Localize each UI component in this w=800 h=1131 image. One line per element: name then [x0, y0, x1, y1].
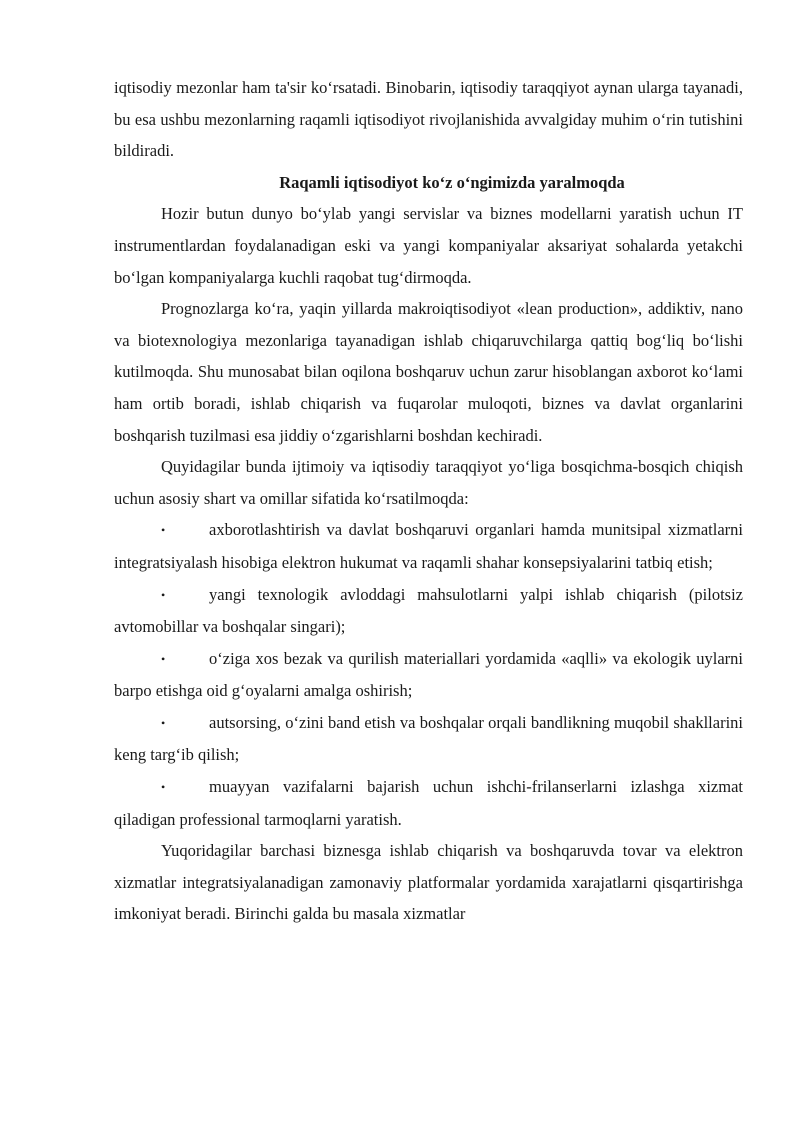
document-page [114, 72, 743, 930]
bullet-item-5 [114, 771, 743, 835]
bullet-item-4 [114, 707, 743, 771]
bullet-dot-icon: • [161, 780, 166, 795]
section-heading: Raqamli iqtisodiyot ko‘z o‘ngimizda yaralmoqda [279, 172, 625, 192]
bullet-text: autsorsing, o‘zini band etish va boshqalar orqali bandlikning muqobil shakllarini keng targ‘ib qilish; [114, 712, 743, 765]
bullet-item-2 [114, 579, 743, 643]
bullet-item-1 [114, 514, 743, 578]
paragraph-1: Hozir butun dunyo bo‘ylab yangi servislar va biznes modellarni yaratish uchun IT instrumentlardan foydalanadigan eski va yangi kompaniyalar aksariyat sohalarda yetakchi bo‘lgan kompaniyalarga kuchli raqobat tug‘dirmoqda. [114, 204, 743, 287]
bullet-dot-icon: • [161, 587, 166, 602]
paragraph-2: Prognozlarga ko‘ra, yaqin yillarda makroiqtisodiyot «lean production», addiktiv, nano va biotexnologiya mezonlariga tayanadigan ishlab chiqaruvchilarga qattiq bog‘liq bo‘lishi kutilmoqda. Shu munosabat bilan oqilona boshqaruv uchun zarur hisoblangan axborot ko‘lami ham ortib boradi, ishlab chiqarish va fuqarolar muloqoti, biznes va davlat organlarini boshqarish tuzilmasi esa jiddiy o‘zgarishlarni boshdan kechiradi. [114, 299, 743, 445]
bullet-text: muayyan vazifalarni bajarish uchun ishchi-frilanserlarni izlashga xizmat qiladigan professional tarmoqlarni yaratish. [114, 777, 743, 829]
bullet-dot-icon: • [161, 523, 166, 538]
closing-paragraph: Yuqoridagilar barchasi biznesga ishlab chiqarish va boshqaruvda tovar va elektron xizmatlar integratsiyalanadigan zamonaviy platformalar yordamida xarajatlarni qisqartirishga imkoniyat beradi. Birinchi galda bu masala xizmatlar [114, 841, 743, 924]
paragraph-3: Quyidagilar bunda ijtimoiy va iqtisodiy taraqqiyot yo‘liga bosqichma-bosqich chiqish uchun asosiy shart va omillar sifatida ko‘rsatilmoqda: [114, 457, 743, 508]
bullet-dot-icon: • [161, 715, 166, 730]
bullet-text: axborotlashtirish va davlat boshqaruvi organlari hamda munitsipal xizmatlarni integratsiyalash hisobiga elektron hukumat va raqamli shahar konsepsiyalarini tatbiq etish; [114, 520, 743, 572]
intro-paragraph: iqtisodiy mezonlar ham ta'sir ko‘rsatadi. Binobarin, iqtisodiy taraqqiyot aynan ularga tayanadi, bu esa ushbu mezonlarning raqamli iqtisodiyot rivojlanishida avvalgiday muhim o‘rin tutishini bildiradi. [114, 78, 743, 161]
bullet-dot-icon: • [161, 651, 166, 666]
bullet-item-3 [114, 643, 743, 707]
bullet-text: yangi texnologik avloddagi mahsulotlarni yalpi ishlab chiqarish (pilotsiz avtomobillar va boshqalar singari); [114, 584, 743, 637]
bullet-text: o‘ziga xos bezak va qurilish materiallari yordamida «aqlli» va ekologik uylarni barpo etishga oid g‘oyalarni amalga oshirish; [114, 648, 743, 701]
